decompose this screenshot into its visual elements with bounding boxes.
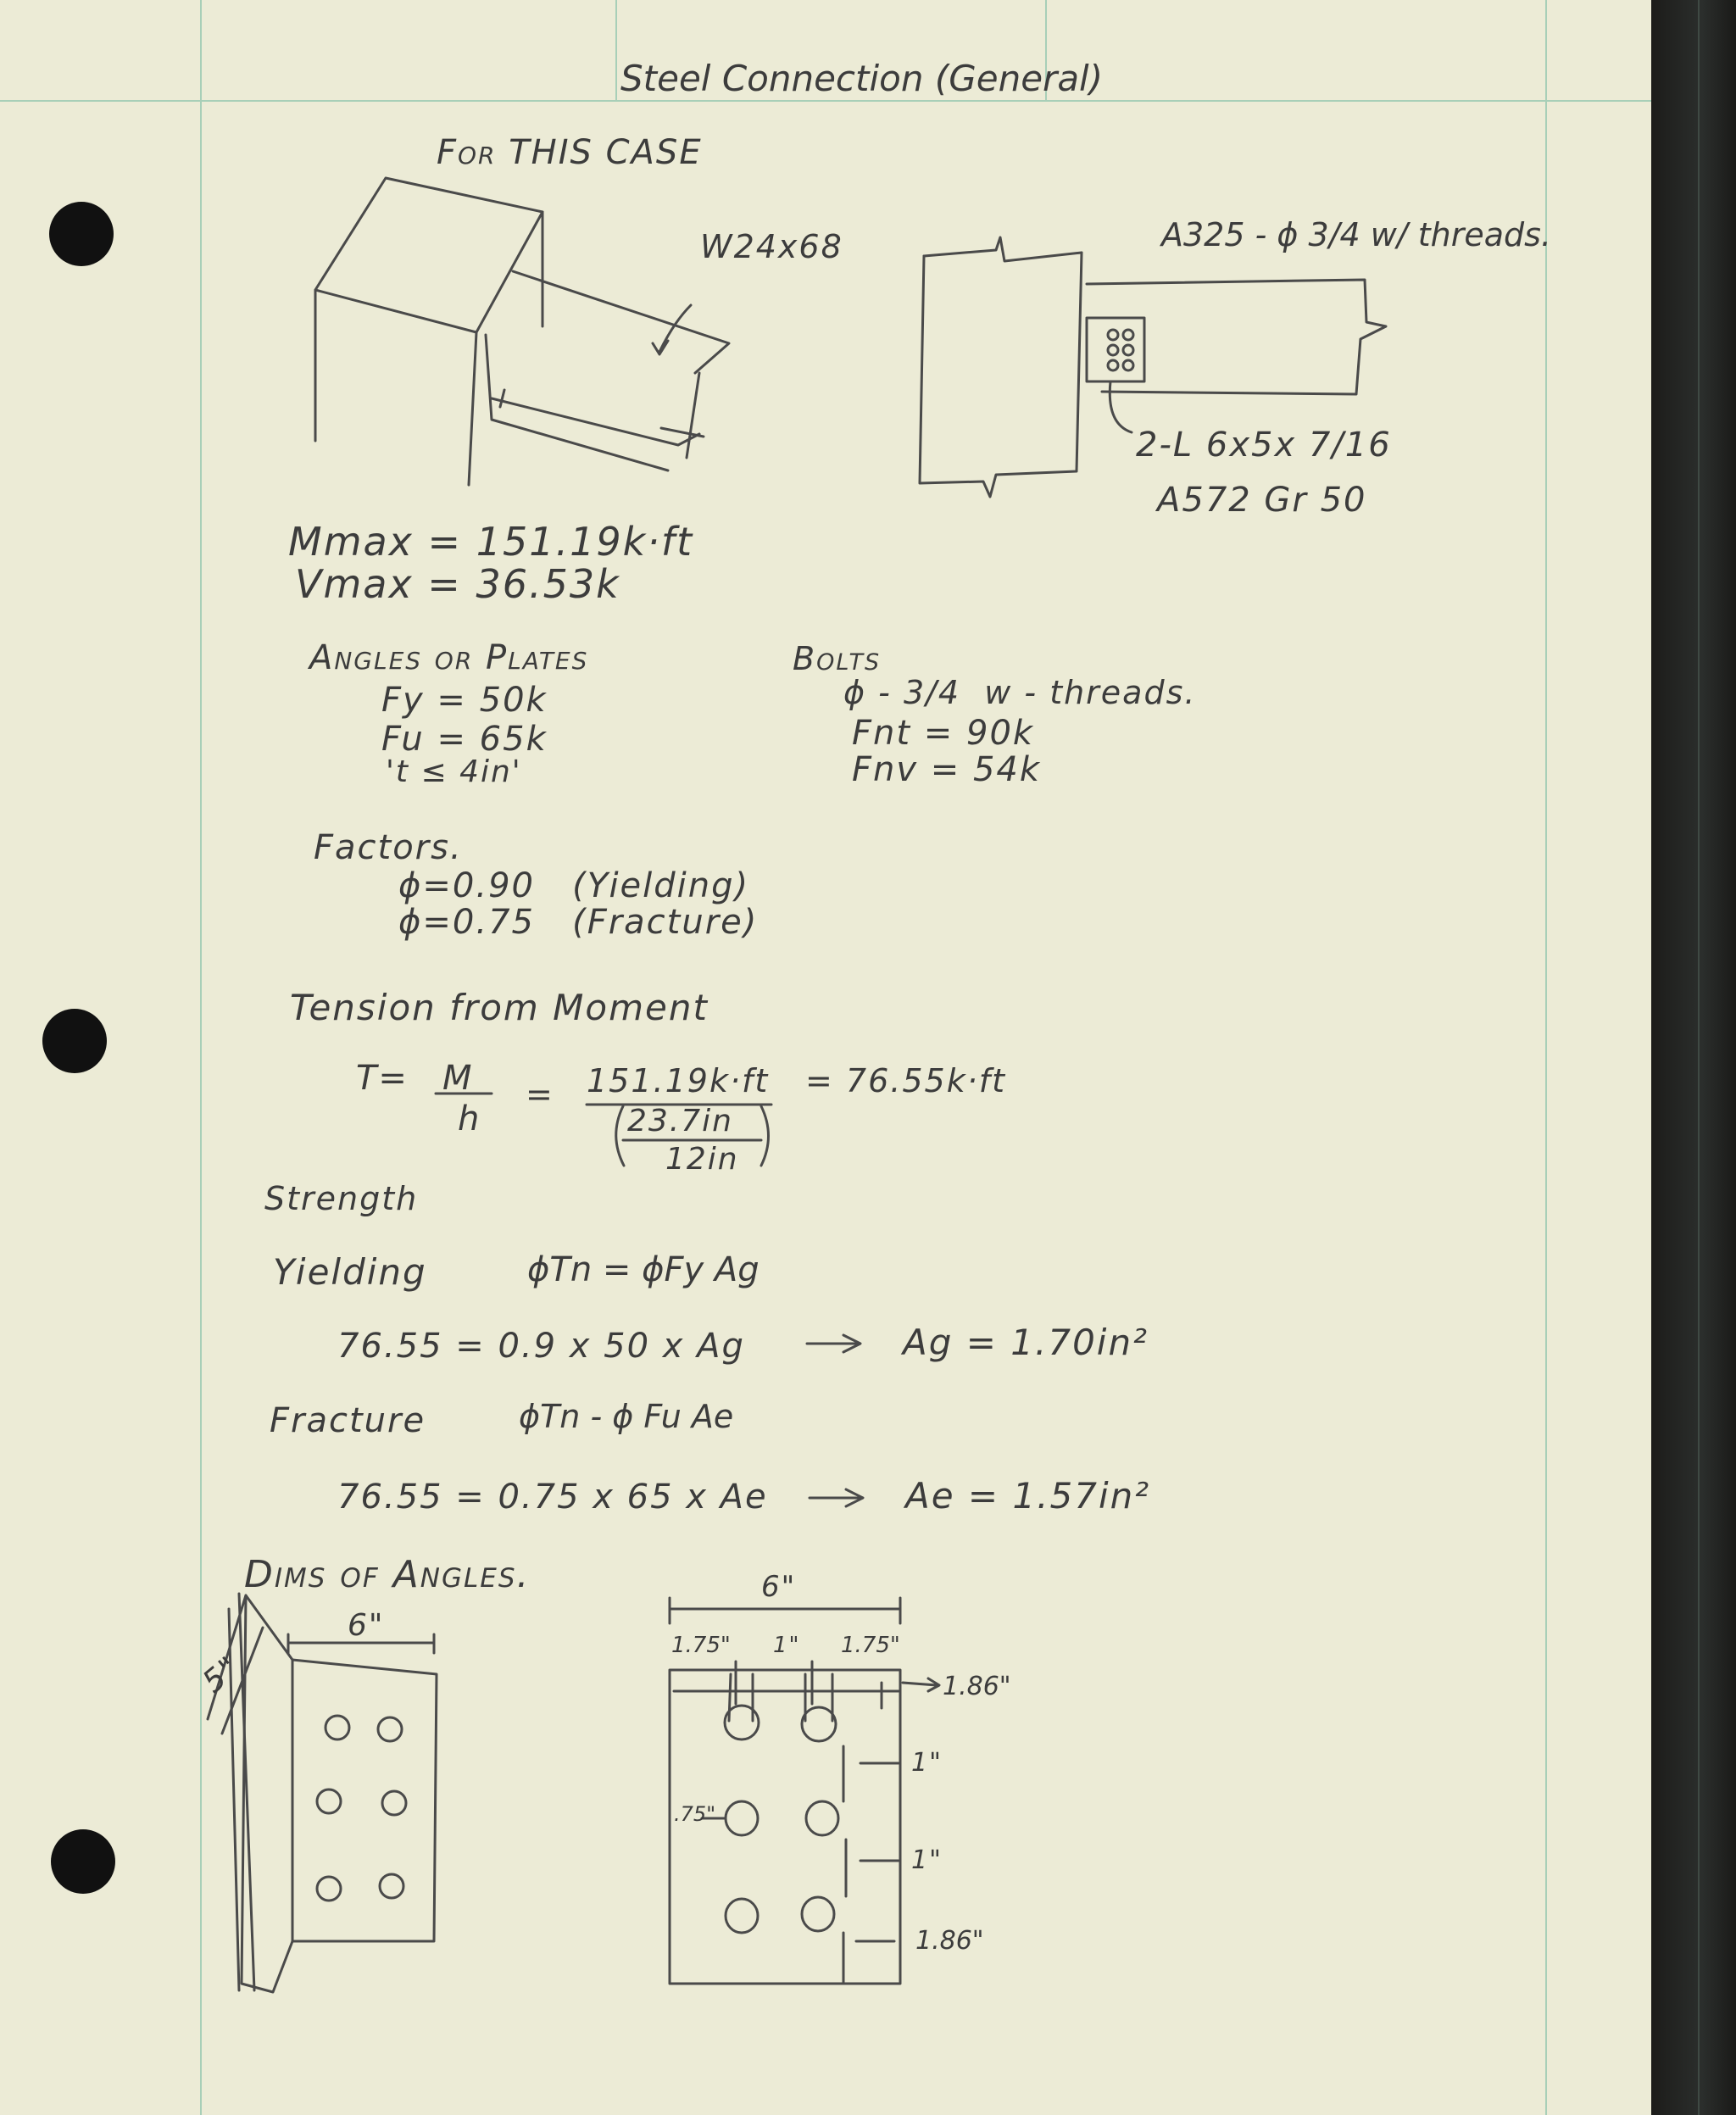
tension-t: T= [356,1059,409,1098]
edge-right-dim: 1.75" [841,1633,900,1658]
bolt-diameter: ϕ - 3/4 w - threads. [843,674,1197,711]
fnt-value: Fnt = 90k [852,714,1035,753]
angles-heading: Angles or Plates [309,638,589,677]
yielding-label: Yielding [273,1251,427,1293]
yielding-calc: 76.55 = 0.9 x 50 x Ag [337,1327,745,1366]
tension-moment: 151.19k·ft [587,1062,770,1099]
factor-yielding: ϕ=0.90 (Yielding) [398,866,750,905]
dims-heading: Dims of Angles. [244,1553,531,1596]
angle-sketch [208,1594,437,1992]
strength-heading: Strength [264,1180,419,1217]
fnv-value: Fnv = 54k [852,750,1042,789]
grade-label: A572 Gr 50 [1157,481,1367,520]
tension-h: h [458,1099,481,1138]
spacing-dim-2: 1" [911,1845,943,1875]
factors-heading: Factors. [314,828,463,867]
case-heading: For THIS CASE [437,133,703,172]
fracture-calc: 76.55 = 0.75 x 65 x Ae [337,1478,768,1517]
thickness-note: 't ≤ 4in' [386,754,522,789]
tension-depth: 23.7in [627,1104,733,1138]
factor-fracture: ϕ=0.75 (Fracture) [398,903,759,942]
yielding-result: Ag = 1.70in² [903,1322,1149,1363]
angle-spec-label: 2-L 6x5x 7/16 [1136,426,1392,465]
tension-equals: = [526,1076,554,1113]
page-title: Steel Connection (General) [620,58,1104,99]
yielding-formula: ϕTn = ϕFy Ag [527,1250,760,1289]
tension-result: = 76.55k·ft [805,1062,1007,1099]
edge-top-dim: 1.86" [943,1672,1011,1701]
scan-background-edge [1651,0,1736,2115]
tension-conversion: 12in [665,1142,739,1177]
edge-bottom-dim: 1.86" [915,1926,984,1956]
beam-label: W24x68 [700,228,843,265]
fy-value: Fy = 50k [381,681,548,720]
fracture-label: Fracture [270,1401,426,1440]
fracture-formula: ϕTn - ϕ Fu Ae [519,1398,734,1435]
bolt-spec-label: A325 - ϕ 3/4 w/ threads. [1161,216,1552,253]
angle-leg-long: 6" [348,1608,385,1643]
gauge-dim: 1" [773,1633,801,1658]
fracture-result: Ae = 1.57in² [905,1475,1151,1517]
edge-line [1698,0,1700,2115]
vmax-value: Vmax = 36.53k [295,561,620,607]
tension-heading: Tension from Moment [290,987,709,1028]
hole-diameter-dim: .75" [674,1802,716,1826]
angle-leg-short: 5" [196,1649,248,1700]
spacing-dim-1: 1" [911,1748,943,1778]
mmax-value: Mmax = 151.19k·ft [288,519,694,565]
bolts-heading: Bolts [793,640,882,677]
fu-value: Fu = 65k [381,720,548,759]
arrows [807,1335,863,1506]
plate-width: 6" [761,1570,797,1604]
tension-m: M [442,1059,474,1098]
isometric-sketch [315,178,729,485]
edge-left-dim: 1.75" [671,1633,731,1658]
